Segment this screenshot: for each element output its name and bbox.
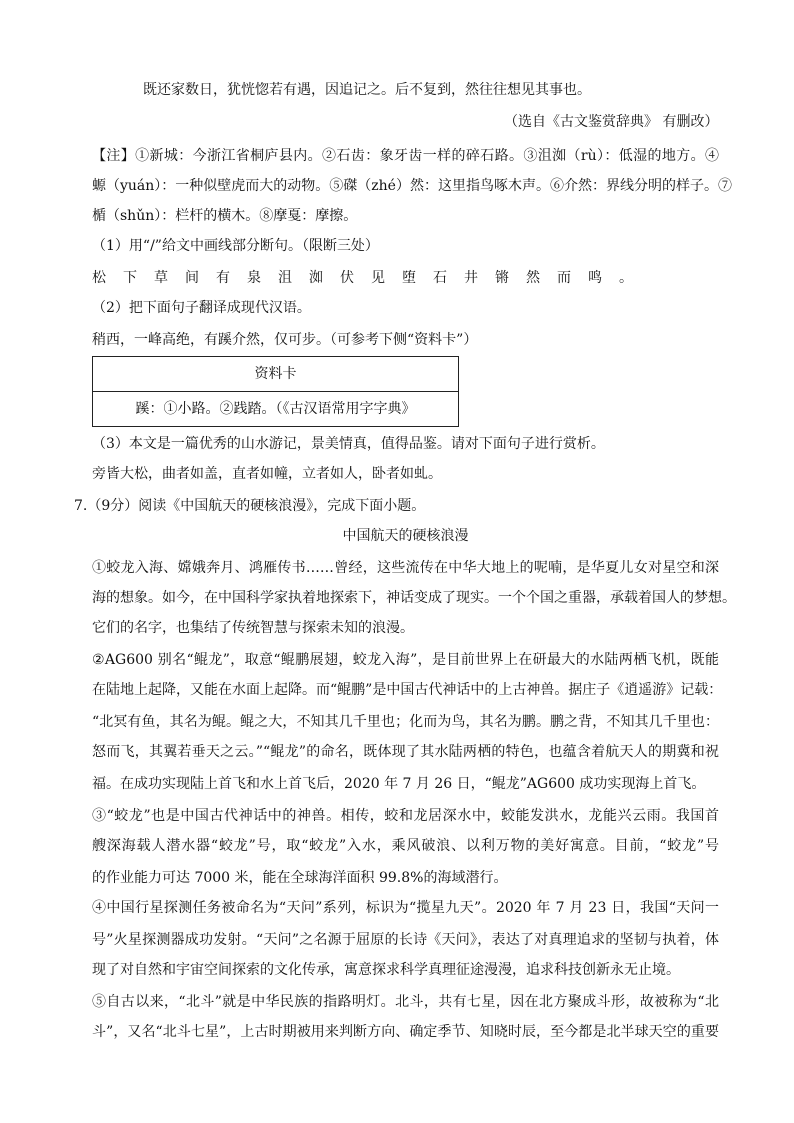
question-prompt: （2）把下面句子翻译成现代汉语。 [92,300,311,316]
text-line: “北冥有鱼，其名为鲲。鲲之大，不知其几千里也；化而为鸟，其名为鹏。鹏之背，不知其几千里也： [92,714,719,730]
text-line: ①蛟龙入海、嫦娥奔月、鸿雁传书……曾经，这些流传在中华大地上的呢喃，是华夏儿女对星空和深 [92,560,719,576]
text-line: ④中国行星探测任务被命名为“天问”系列，标识为“揽星九天”。2020 年 7 月 23 日，我国“天问一 [92,900,719,916]
question-prompt: （3）本文是一篇优秀的山水游记，景美情真，值得品鉴。请对下面句子进行赏析。 [92,436,605,452]
text-line: ⑤自古以来，“北斗”就是中华民族的指路明灯。北斗，共有七星，因在北方聚成斗形，故被称为“北 [92,994,719,1010]
text-line: 号”火星探测器成功发射。“天问”之名源于屈原的长诗《天问》，表达了对真理追求的坚韧与执着，体 [92,932,719,948]
text-line: 它们的名字，也集结了传统智慧与探索未知的浪漫。 [92,620,414,636]
appreciation-sentence: 旁皆大松，曲者如盖，直者如幢，立者如人，卧者如虬。 [92,466,442,482]
note-line: 【注】①新城：今浙江省桐庐县内。②石齿：象牙齿一样的碎石路。③沮洳（rù）：低湿的地方。④ [92,148,719,164]
punctuation-sentence: 松下草间有泉沮洳伏见堕石井锵然而鸣。 [92,270,650,286]
text-line: 的作业能力可达 7000 米，能在全球海洋面积 99.8%的海域潜行。 [92,870,508,886]
note-line: 楯（shǔn）：栏杆的横木。⑧摩戛：摩擦。 [92,208,358,224]
passage-last-line: 既还家数日，犹恍惚若有遇，因追记之。后不复到，然往往想见其事也。 [143,82,591,98]
question-prompt: （1）用“/”给文中画线部分断句。（限断三处） [92,238,379,254]
text-line: 海的想象。如今，在中国科学家执着地探索下，神话变成了现实。一个个国之重器，承载着国人的梦想。 [92,590,736,606]
text-line: 怒而飞，其翼若垂天之云。”“鲲龙”的命名，既体现了其水陆两栖的特色，也蕴含着航天人的期冀和祝 [92,744,719,760]
text-line: 福。在成功实现陆上首飞和水上首飞后，2020 年 7 月 26 日，“鲲龙”AG600 成功实现海上首飞。 [92,776,706,792]
text-line: 斗”，又名“北斗七星”，上古时期被用来判断方向、确定季节、知晓时辰，至今都是北半球天空的重要 [92,1024,719,1040]
source-citation: （选自《古文鉴赏辞典》 有删改） [504,114,719,130]
text-line: 艘深海载人潜水器“蛟龙”号，取“蛟龙”入水，乘风破浪、以利万物的美好寓意。目前，“蛟龙”号 [92,838,719,854]
card-body: 蹊：①小路。②践踏。（《古汉语常用字字典》 [93,392,459,427]
text-line: 在陆地上起降，又能在水面上起降。而“鲲鹏”是中国古代神话中的上古神兽。据庄子《逍遥游》记载： [92,682,723,698]
article-title: 中国航天的硬核浪漫 [342,528,469,544]
translation-sentence: 稍西，一峰高绝，有蹊介然，仅可步。（可参考下侧“资料卡”） [92,332,478,348]
text-line: ②AG600 别名“鲲龙”，取意“鲲鹏展翅，蛟龙入海”，是目前世界上在研最大的水陆两栖飞机，既能 [92,652,719,668]
text-line: ③“蛟龙”也是中国古代神话中的神兽。相传，蛟和龙居深水中，蛟能发洪水，龙能兴云雨。我国首 [92,808,719,824]
text-line: 现了对自然和宇宙空间探索的文化传承，寓意探求科学真理征途漫漫，追求科技创新永无止境。 [92,962,680,978]
card-title: 资料卡 [93,357,459,392]
note-line: 螈（yuán）：一种似壁虎而大的动物。⑤磔（zhé）然：这里指鸟啄木声。⑥介然：界线分明的样子。⑦ [92,178,732,194]
question-header: 7.（9分）阅读《中国航天的硬核浪漫》，完成下面小题。 [74,498,426,514]
reference-card [92,356,459,427]
